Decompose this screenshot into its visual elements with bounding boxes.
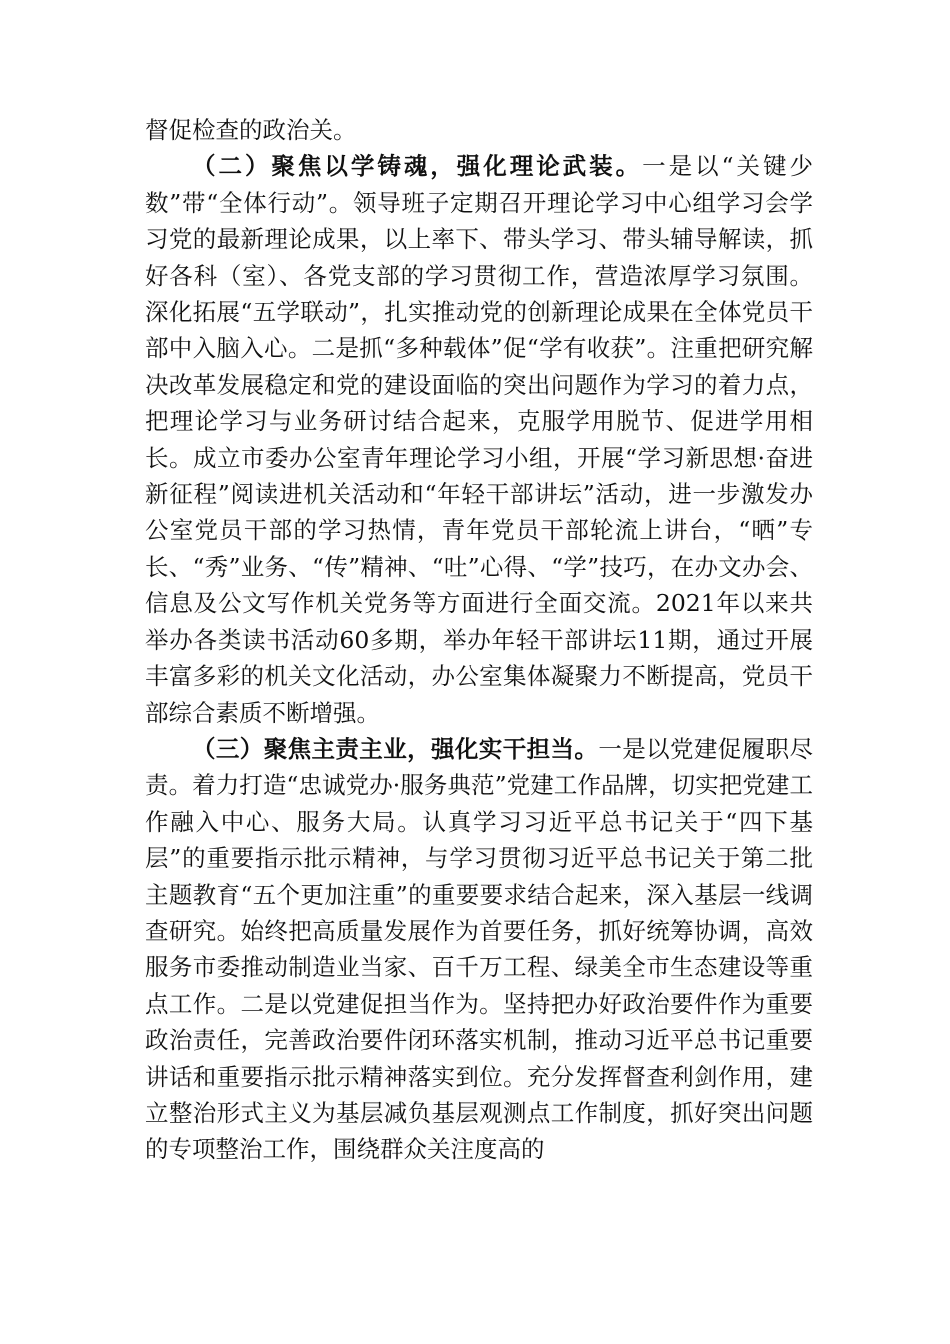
paragraph-section-three: [145, 731, 813, 1168]
section-heading: （三）聚焦主责主业，强化实干担当。: [192, 734, 599, 763]
paragraph-text: 督促检查的政治关。: [145, 116, 357, 144]
paragraph-continuation: [145, 112, 813, 148]
paragraph-text: 一是以“关键少数”带“全体行动”。领导班子定期召开理论学习中心组学习会学习党的最新理论成果，以上率下、带头学习、带头辅导解读，抓好各科（室）、各党支部的学习贯彻工作，营造浓厚学习氛围。深化拓展“五学联动”，扎实推动党的创新理论成果在全体党员干部中入脑入心。二是抓“多种载体”促“学有收获”。注重把研究解决改革发展稳定和党的建设面临的突出问题作为学习的着力点，把理论学习与业务研讨结合起来，克服学用脱节、促进学用相长。成立市委办公室青年理论学习小组，开展“学习新思想·奋进新征程”阅读进机关活动和“年轻干部讲坛”活动，进一步激发办公室党员干部的学习热情，青年党员干部轮流上讲台，“晒”专长、“秀”业务、“传”精神、“吐”心得、“学”技巧，在办文办会、信息及公文写作机关党务等方面进行全面交流。2021年以来共举办各类读书活动60多期，举办年轻干部讲坛11期，通过开展丰富多彩的机关文化活动，办公室集体凝聚力不断提高，党员干部综合素质不断增强。: [145, 152, 814, 727]
section-heading: （二）聚焦以学铸魂，强化理论武装。: [192, 152, 643, 181]
paragraph-section-two: [145, 148, 813, 731]
paragraph-text: 一是以党建促履职尽责。着力打造“忠诚党办·服务典范”党建工作品牌，切实把党建工作融入中心、服务大局。认真学习习近平总书记关于“四下基层”的重要指示批示精神，与学习贯彻习近平总书记关于第二批主题教育“五个更加注重”的重要要求结合起来，深入基层一线调查研究。始终把高质量发展作为首要任务，抓好统筹协调，高效服务市委推动制造业当家、百千万工程、绿美全市生态建设等重点工作。二是以党建促担当作为。坚持把办好政治要件作为重要政治责任，完善政治要件闭环落实机制，推动习近平总书记重要讲话和重要指示批示精神落实到位。充分发挥督查利剑作用，建立整治形式主义为基层减负基层观测点工作制度，抓好突出问题的专项整治工作，围绕群众关注度高的: [145, 734, 814, 1164]
document-page: [145, 112, 813, 1168]
